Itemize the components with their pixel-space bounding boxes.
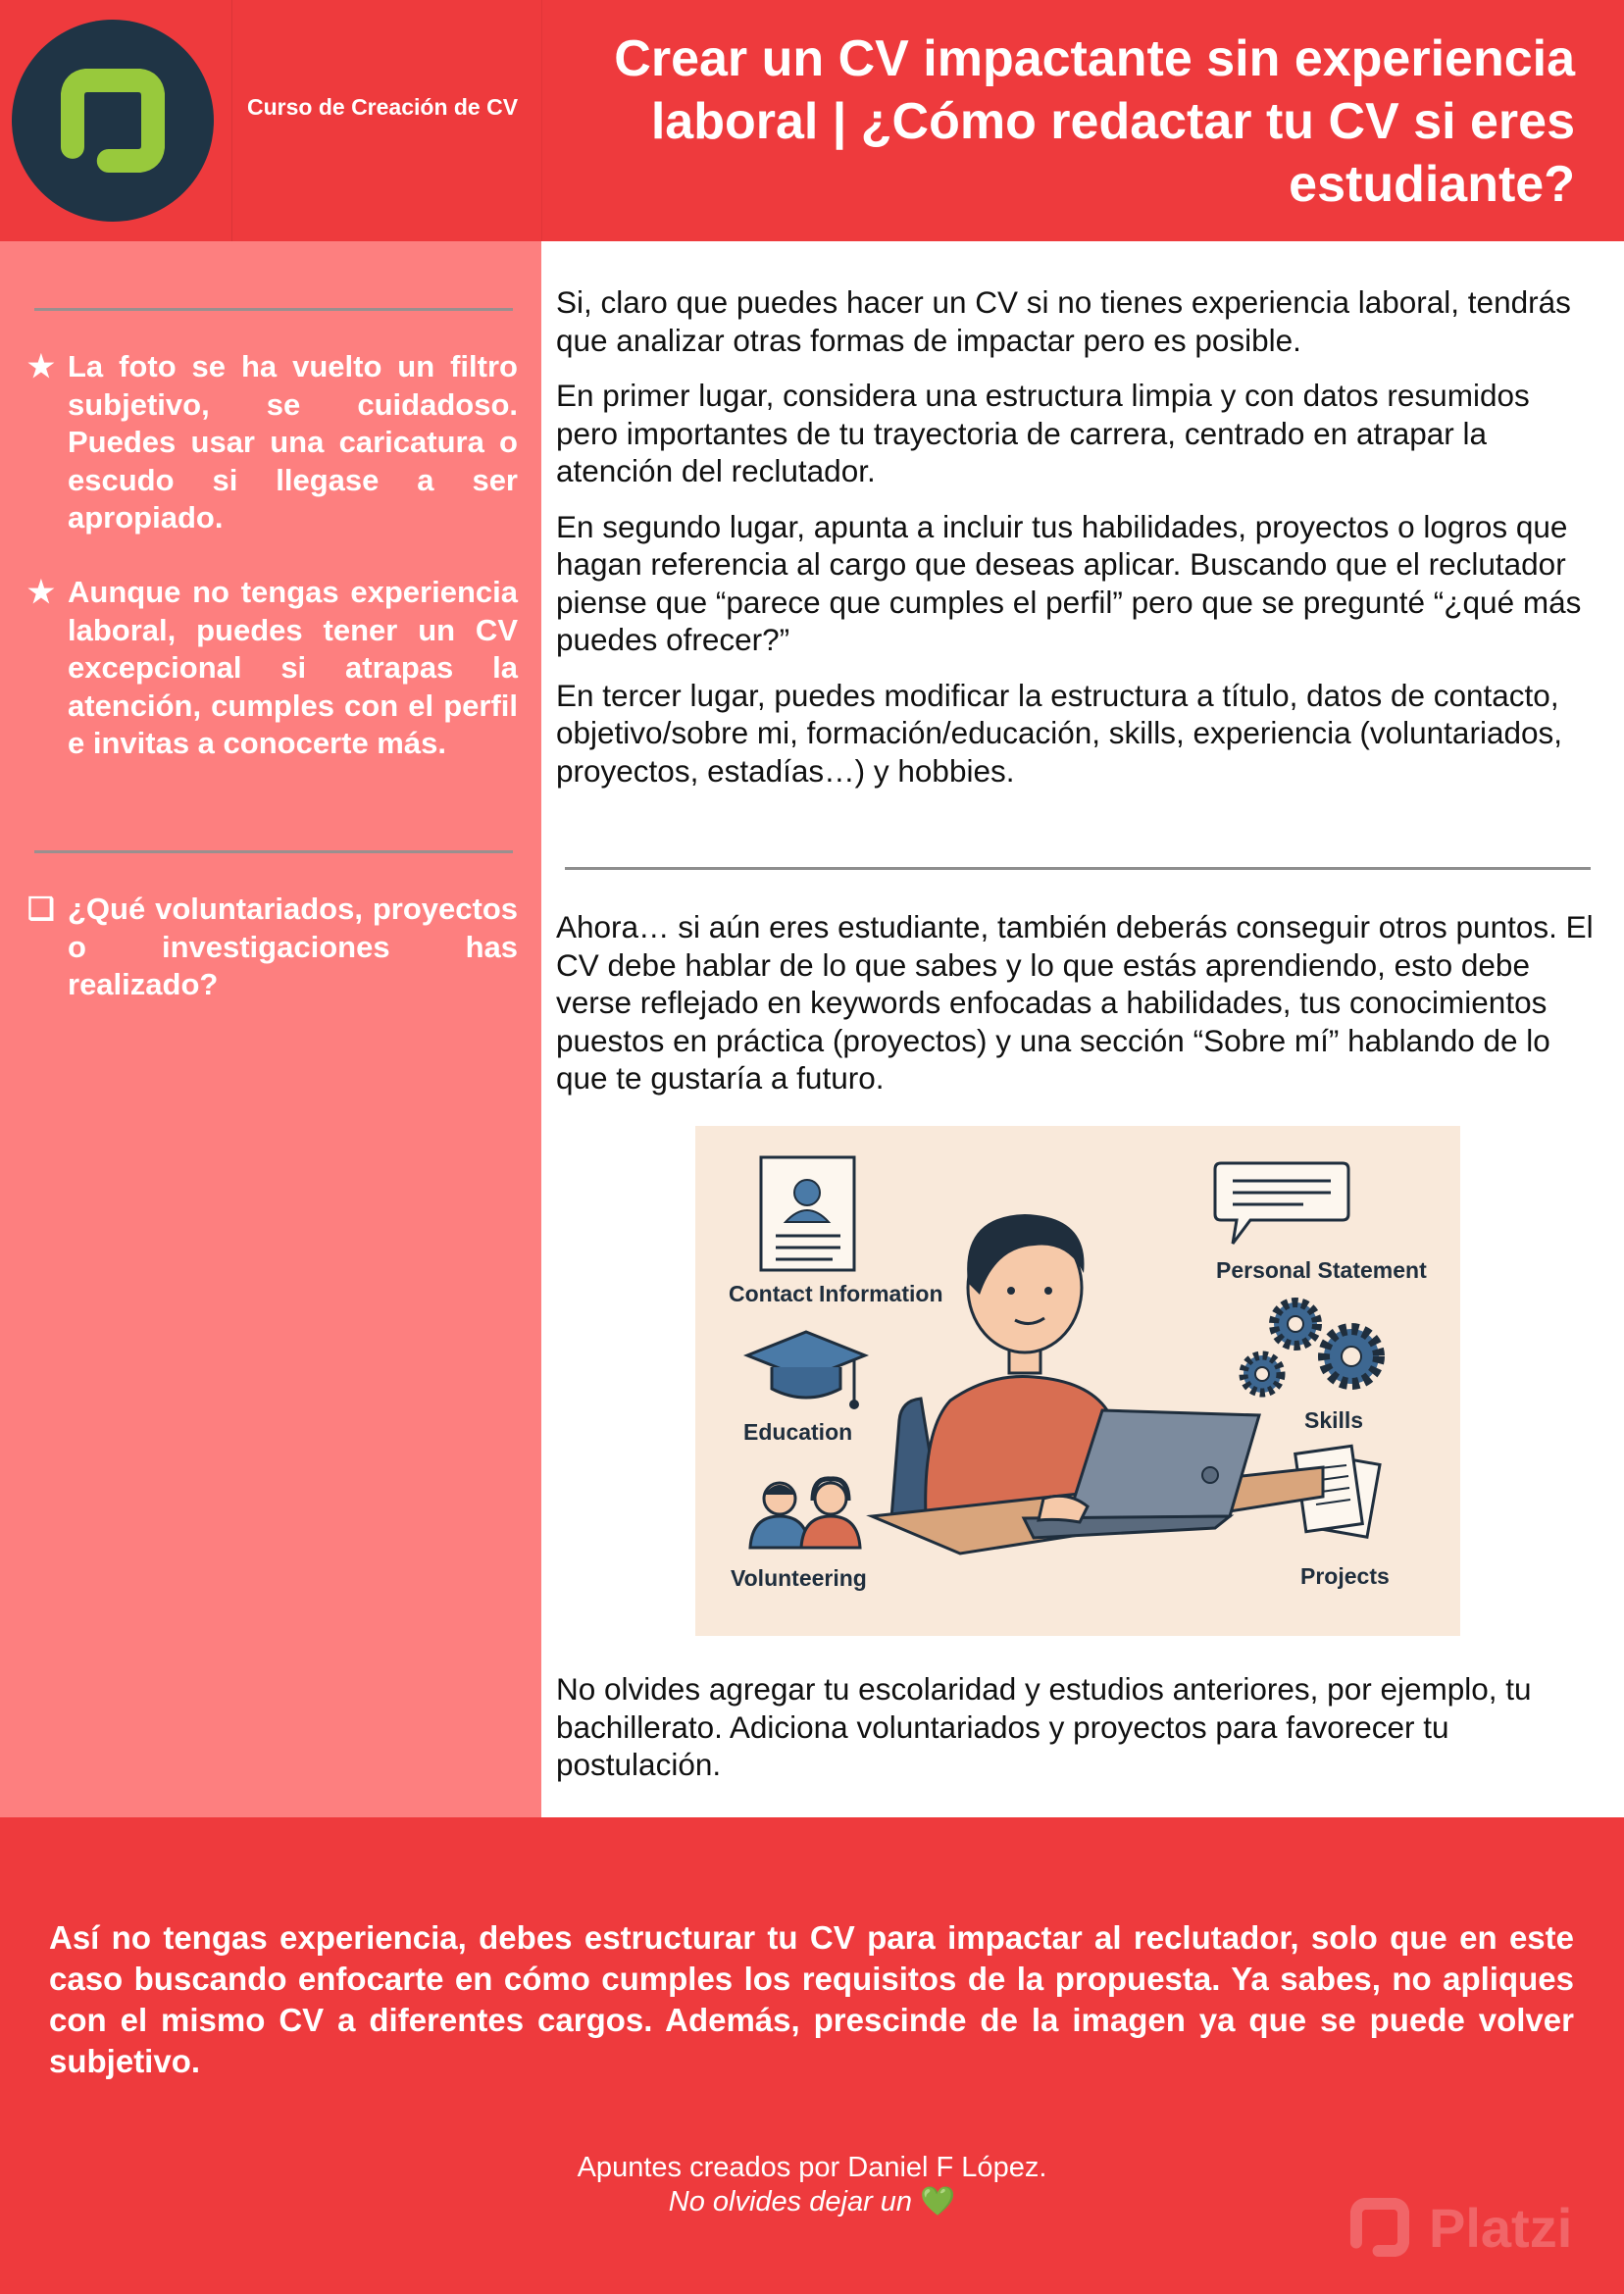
- sidebar-tip: [27, 348, 518, 537]
- platzi-logo: [12, 20, 214, 222]
- sidebar-tip-text: La foto se ha vuelto un filtro subjetivo, se cuidadoso. Puedes usar una caricatura o escudo si llegase a ser apropiado.: [68, 349, 518, 535]
- people-icon: [750, 1479, 860, 1548]
- third-point-paragraph: En tercer lugar, puedes modificar la estructura a título, datos de contacto, objetivo/sobre mi, formación/educación, skills, experiencia (voluntariados, proyectos, estadías…) y hobbies.: [556, 677, 1562, 789]
- course-label: Curso de Creación de CV: [247, 94, 519, 120]
- logo-cell: [0, 0, 232, 241]
- sidebar-divider: [34, 850, 513, 853]
- closing-section: [556, 1670, 1596, 1784]
- projects-label: Projects: [1300, 1563, 1390, 1589]
- platzi-watermark-icon: [1336, 2182, 1424, 2272]
- first-point-paragraph: En primer lugar, considera una estructura limpia y con datos resumidos pero importantes de tu trayectoria de carrera, centrado en atrapar la atención del reclutador.: [556, 378, 1530, 488]
- watermark-text: Platzi: [1429, 2197, 1573, 2259]
- education-label: Education: [743, 1419, 853, 1445]
- sidebar-question: [27, 891, 518, 1004]
- star-icon: ★: [27, 575, 55, 609]
- student-paragraph: Ahora… si aún eres estudiante, también deberás conseguir otros puntos. El CV debe hablar de lo que sabes y lo que estás aprendiendo, esto debe verse reflejado en keywords enfocadas a habilidades, tus conocimientos puestos en práctica (proyectos) y una sección “Sobre mí” hablando de lo que te gustaría a futuro.: [556, 909, 1594, 1096]
- checkbox-icon: ❑: [27, 892, 55, 926]
- course-cell: [231, 0, 542, 241]
- summary-text: Así no tengas experiencia, debes estructurar tu CV para impactar al reclutador, solo que en este caso buscando enfocarte en cómo cumples los requisitos de la propuesta. Ya sabes, no apliques con el mismo CV a diferentes cargos. Además, prescinde de la imagen ya que se puede volver subjetivo.: [49, 1919, 1574, 2079]
- platzi-watermark: [1336, 2182, 1620, 2272]
- sidebar-tip-text: Aunque no tengas experiencia laboral, puedes tener un CV excepcional si atrapas la atención, cumples con el perfil e invitas a conocerte más.: [68, 575, 518, 760]
- volunteering-label: Volunteering: [731, 1565, 867, 1591]
- header-band: [0, 0, 1624, 241]
- author-credit: Apuntes creados por Daniel F López.: [577, 2152, 1047, 2183]
- id-card-icon: [761, 1157, 854, 1270]
- sidebar-tip: [27, 574, 518, 763]
- closing-paragraph: No olvides agregar tu escolaridad y estudios anteriores, por ejemplo, tu bachillerato. Adiciona voluntariados y proyectos para favorecer tu postulación.: [556, 1671, 1532, 1782]
- second-point-paragraph: En segundo lugar, apunta a incluir tus habilidades, proyectos o logros que hagan referencia al cargo que deseas aplicar. Buscando que el reclutador piense que “parece que cumples el perfil” pero que se pregunté “¿qué más puedes ofrecer?”: [556, 508, 1582, 657]
- intro-paragraph: Si, claro que puedes hacer un CV si no tienes experiencia laboral, tendrás que analizar otras formas de impactar pero es posible.: [556, 284, 1571, 358]
- contact-information-label: Contact Information: [729, 1281, 943, 1306]
- sidebar-question-text: ¿Qué voluntariados, proyectos o investigaciones has realizado?: [68, 892, 518, 1001]
- footer-band: [0, 1817, 1624, 2294]
- graduation-cap-icon: [747, 1332, 865, 1409]
- sidebar-divider: [34, 308, 513, 311]
- sidebar: [0, 241, 541, 1817]
- gears-icon: [1243, 1302, 1379, 1393]
- skills-label: Skills: [1304, 1407, 1364, 1433]
- speech-bubble-icon: [1215, 1163, 1348, 1244]
- green-heart-icon: 💚: [920, 2186, 956, 2218]
- like-reminder-text: No olvides dejar un: [668, 2186, 913, 2218]
- student-section: [556, 908, 1596, 1097]
- main-content: [556, 283, 1596, 807]
- page-title: Crear un CV impactante sin experiencia laboral | ¿Cómo redactar tu CV si eres estudiante?: [614, 30, 1575, 213]
- content-divider: [565, 867, 1591, 870]
- platzi-logo-icon: [12, 20, 214, 222]
- cv-sections-illustration: [695, 1126, 1460, 1636]
- star-icon: ★: [27, 349, 55, 383]
- personal-statement-label: Personal Statement: [1216, 1257, 1427, 1283]
- illustration-drawing: [695, 1126, 1460, 1636]
